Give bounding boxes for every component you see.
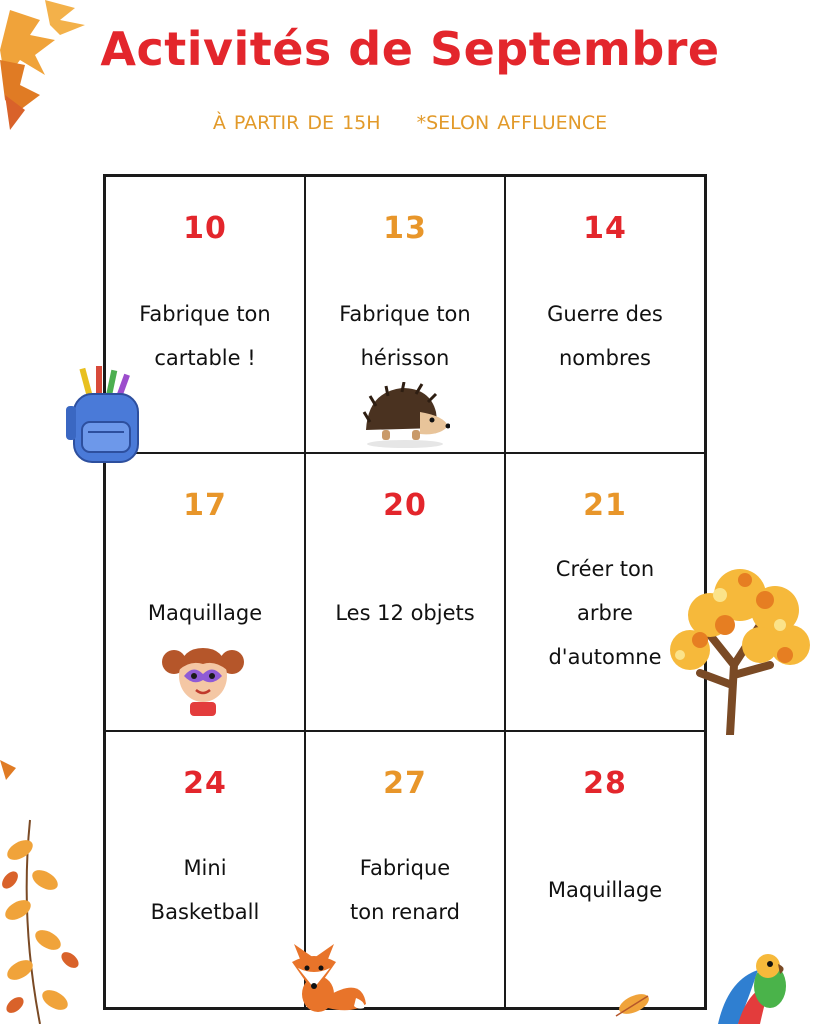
subtitle [0,112,820,134]
parrot-icon [708,950,798,1024]
start-time: À PARTIR DE 15H [212,112,381,134]
page-title: Activités de Septembre [100,22,720,76]
day-number: 27 [383,765,427,801]
activity-label: Maquillage [147,600,263,625]
day-number: 28 [583,765,627,801]
activity-label: Maquillage [547,878,663,903]
day-number: 24 [183,765,227,801]
calendar-cell [305,453,505,730]
day-number: 21 [583,488,627,524]
calendar-cell [505,176,705,453]
activity-label: Créer ton arbre d'automne [548,556,662,669]
calendar-cell [505,731,705,1008]
day-number: 10 [183,211,227,246]
activity-label: Les 12 objets [335,600,475,625]
hedgehog-icon [360,382,450,448]
face-paint-girl-icon [160,642,246,716]
day-number: 20 [383,488,427,524]
activity-label: Fabrique ton hérisson [339,301,471,370]
calendar-grid [103,174,707,1010]
affluence-note: *SELON AFFLUENCE [416,112,608,134]
activity-label: Fabrique ton cartable ! [139,301,271,370]
calendar-cell [105,731,305,1008]
day-number: 14 [583,211,627,246]
activity-label: Fabrique ton renard [350,856,460,925]
activity-label: Mini Basketball [150,856,260,925]
backpack-icon [52,366,148,466]
day-number: 13 [383,211,427,246]
activity-label: Guerre des nombres [547,301,663,370]
leaf-icon [612,990,652,1020]
day-number: 17 [183,488,227,524]
autumn-tree-icon [650,555,820,735]
fox-icon [282,936,368,1016]
autumn-leaves-bottom-left [0,760,100,1024]
